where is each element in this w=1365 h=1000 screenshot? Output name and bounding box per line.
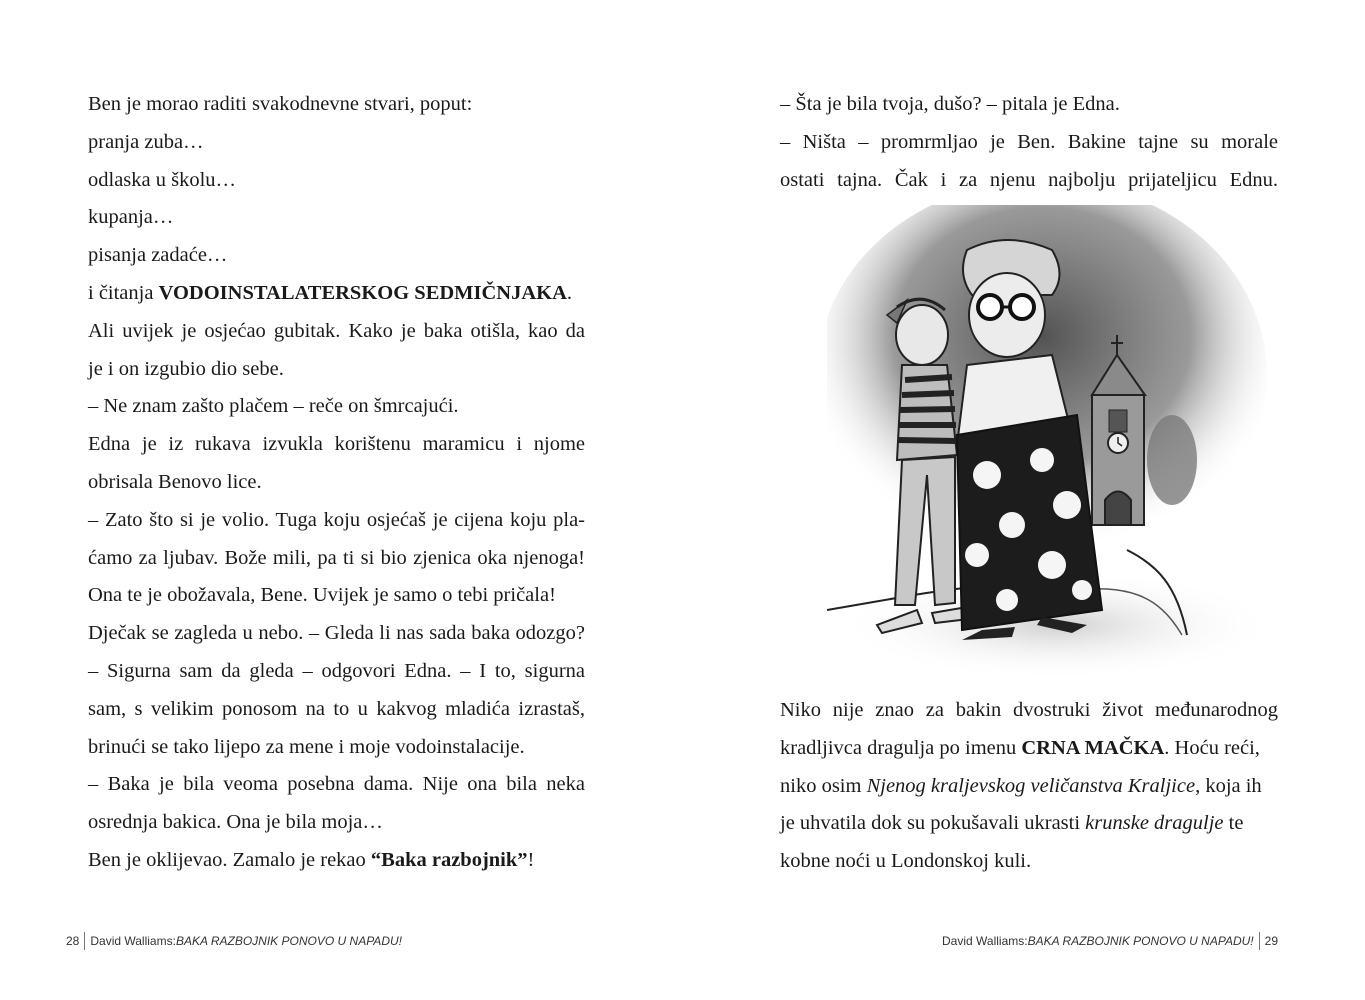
text-line: Ali uvijek je osjećao gubitak. Kako je baka otišla, kao da	[88, 319, 585, 342]
footer-divider	[1259, 932, 1260, 950]
text-segment: .	[566, 281, 573, 304]
text-line: brinući se tako lijepo za mene i moje vodoinstalacije.	[88, 735, 525, 758]
bold-magazine-title: VODOINSTALATERSKOG SEDMIČNJAKA	[158, 281, 567, 304]
footer-author: David Walliams:	[942, 934, 1028, 948]
text-segment: te	[1223, 812, 1244, 835]
right-page-bottom-text	[780, 692, 1278, 881]
text-line: kupanja…	[88, 206, 174, 229]
text-segment: !	[527, 848, 535, 871]
footer-author: David Walliams:	[90, 934, 176, 948]
text-line	[780, 730, 1278, 768]
text-segment: , koja ih	[1195, 774, 1262, 797]
text-line: – Ništa – promrmljao je Ben. Bakine tajne su morale	[780, 130, 1278, 153]
text-segment: i čitanja	[88, 281, 159, 304]
text-segment: niko osim	[780, 774, 867, 797]
text-line	[88, 842, 585, 880]
text-line: – Šta je bila tvoja, dušo? – pitala je Edna.	[780, 93, 1120, 115]
text-line	[780, 768, 1278, 806]
text-line: pranja zuba…	[88, 130, 204, 153]
left-page-body	[88, 86, 585, 880]
text-line: ćamo za ljubav. Bože mili, pa ti si bio zjenica oka njenoga!	[88, 546, 585, 569]
right-footer	[942, 931, 1278, 951]
right-page-top-text	[780, 86, 1278, 199]
text-line: osrednja bakica. Ona je bila moja…	[88, 811, 383, 834]
text-line: odlaska u školu…	[88, 168, 237, 191]
left-page	[0, 0, 682, 1000]
text-line: sam, s velikim ponosom na to u kakvog mladića izrastaš,	[88, 697, 585, 720]
text-line: Dječak se zagleda u nebo. – Gleda li nas sada baka odozgo?	[88, 622, 585, 645]
text-segment: Ben je oklijevao. Zamalo je rekao	[88, 848, 371, 871]
text-line: – Sigurna sam da gleda – odgovori Edna. – I to, sigurna	[88, 659, 585, 682]
text-segment: . Hoću reći,	[1164, 736, 1260, 759]
text-line: obrisala Benovo lice.	[88, 470, 262, 493]
text-line: kobne noći u Londonskoj kuli.	[780, 850, 1032, 873]
italic-phrase: krunske dragulje	[1085, 812, 1224, 835]
text-line	[88, 275, 585, 313]
text-line: Ben je morao raditi svakodnevne stvari, poput:	[88, 93, 473, 115]
footer-book-title: BAKA RAZBOJNIK PONOVO U NAPADU!	[1027, 934, 1254, 948]
text-line	[780, 805, 1278, 843]
text-segment: je uhvatila dok su pokušavali ukrasti	[780, 812, 1086, 835]
text-line: pisanja zadaće…	[88, 244, 228, 267]
italic-phrase: Njenog kraljevskog veličanstva Kraljice	[866, 774, 1196, 797]
text-line: – Ne znam zašto plačem – reče on šmrcajući.	[88, 395, 459, 418]
page-number: 28	[66, 934, 80, 948]
text-line: – Baka je bila veoma posebna dama. Nije ona bila neka	[88, 773, 585, 796]
right-page	[682, 0, 1365, 1000]
illustration-ben-and-edna	[827, 205, 1282, 680]
text-line: je i on izgubio dio sebe.	[88, 357, 284, 380]
text-line: Niko nije znao za bakin dvostruki život međunarodnog	[780, 699, 1278, 721]
footer-book-title: BAKA RAZBOJNIK PONOVO U NAPADU!	[175, 934, 402, 948]
text-segment: kradljivca dragulja po imenu	[780, 736, 1022, 759]
footer-divider	[84, 932, 85, 950]
text-line: Ona te je obožavala, Bene. Uvijek je samo o tebi pričala!	[88, 584, 556, 607]
page-number: 29	[1264, 934, 1278, 948]
text-line: – Zato što si je volio. Tuga koju osjećaš je cijena koju pla-	[88, 508, 585, 531]
bold-alias: CRNA MAČKA	[1021, 736, 1165, 759]
text-line: ostati tajna. Čak i za njenu najbolju prijateljicu Ednu.	[780, 168, 1278, 191]
bold-quote: “Baka razbojnik”	[370, 848, 528, 871]
left-footer	[66, 931, 402, 951]
text-line: Edna je iz rukava izvukla korištenu maramicu i njome	[88, 433, 585, 456]
